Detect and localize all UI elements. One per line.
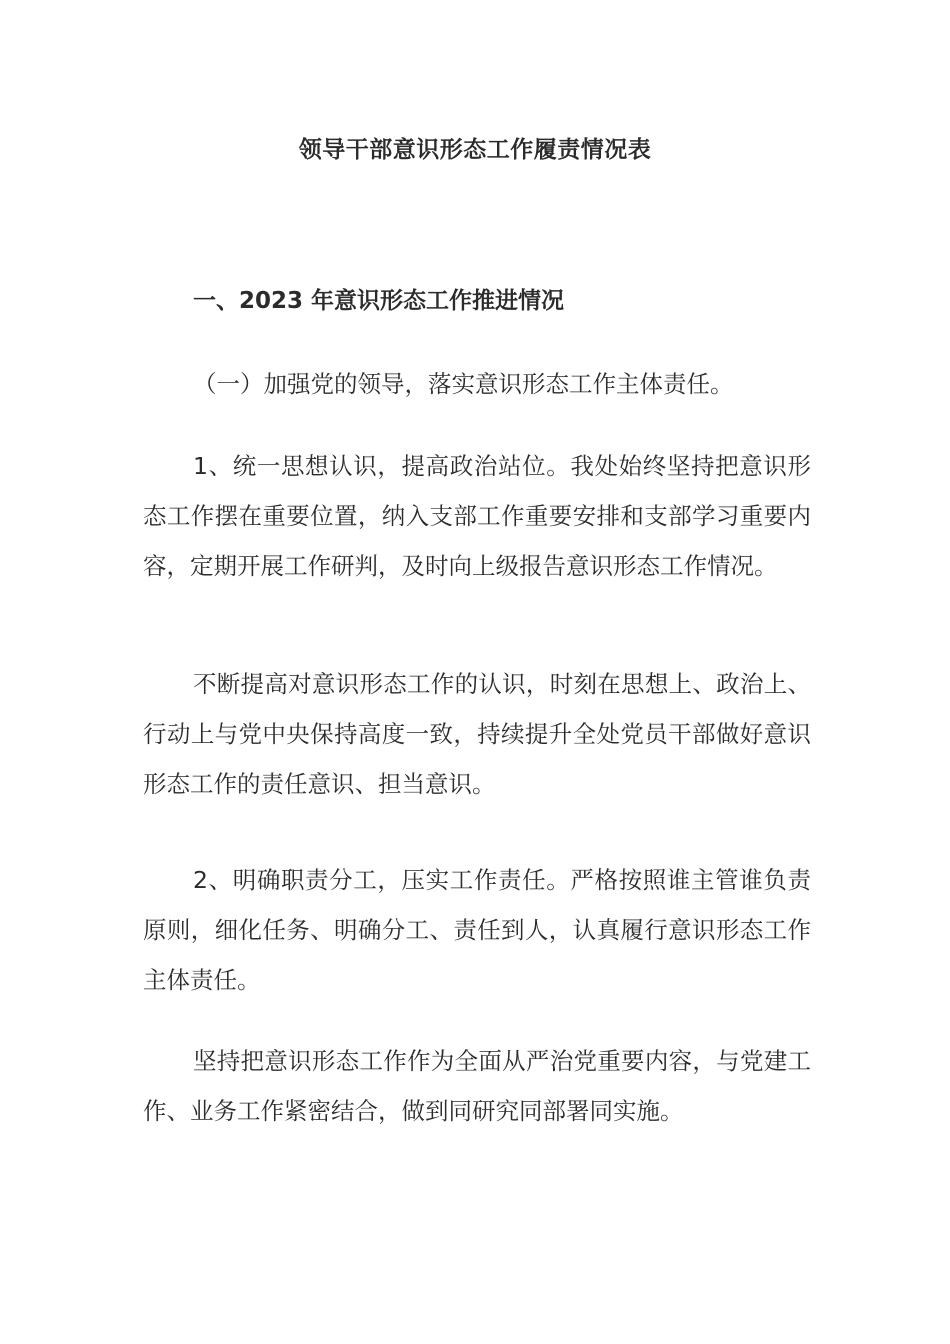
paragraph-1: 1、统一思想认识，提高政治站位。我处始终坚持把意识形态工作摆在重要位置，纳入支部工作重要安排和支部学习重要内容，定期开展工作研判，及时向上级报告意识形态工作情况。: [143, 452, 811, 580]
paragraph-3: 2、明确职责分工，压实工作责任。严格按照谁主管谁负责原则，细化任务、明确分工、责任到人，认真履行意识形态工作主体责任。: [143, 866, 811, 994]
paragraph-2: 不断提高对意识形态工作的认识，时刻在思想上、政治上、行动上与党中央保持高度一致，持续提升全处党员干部做好意识形态工作的责任意识、担当意识。: [143, 670, 811, 798]
section-heading: 一、2023 年意识形态工作推进情况: [193, 288, 565, 314]
subsection-heading: （一）加强党的领导，落实意识形态工作主体责任。: [193, 370, 734, 398]
paragraph-4: 坚持把意识形态工作作为全面从严治党重要内容，与党建工作、业务工作紧密结合，做到同研究同部署同实施。: [143, 1047, 811, 1125]
document-title: 领导干部意识形态工作履责情况表: [298, 137, 652, 163]
